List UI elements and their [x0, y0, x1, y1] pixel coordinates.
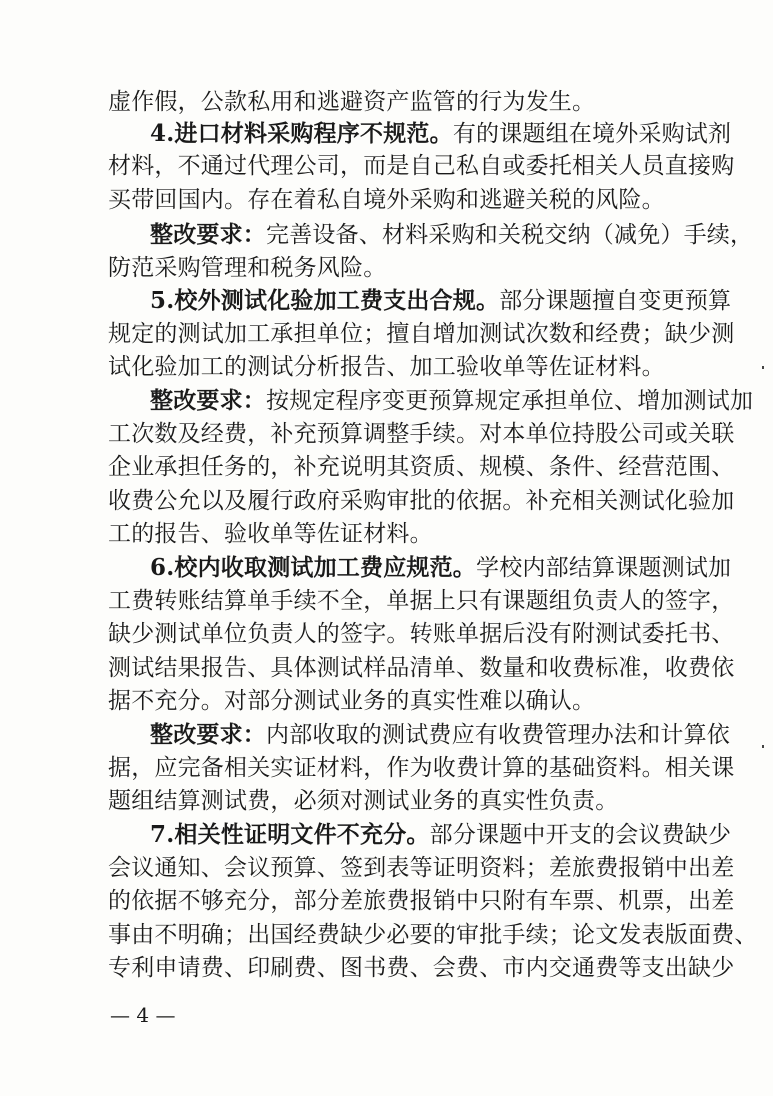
page-number: — 4 —: [110, 1003, 176, 1027]
text-line: 专利申请费、印刷费、图书费、会费、市内交通费等支出缺少: [108, 955, 735, 981]
text-line: 工费转账结算单手续不全，单据上只有课题组负责人的签字，: [108, 588, 735, 614]
rectification-requirement-line: 整改要求：按规定程序变更预算规定承担单位、增加测试加: [150, 387, 754, 414]
item-5-heading-line: 5.校外测试化验加工费支出合规。部分课题擅自变更预算: [150, 287, 732, 314]
text-line: 会议通知、会议预算、签到表等证明资料；差旅费报销中出差: [108, 855, 735, 881]
text-line: 据，应完备相关实证材料，作为收费计算的基础资料。相关课: [108, 755, 735, 781]
text-line: 事由不明确；出国经费缺少必要的审批手续；论文发表版面费、: [108, 922, 758, 948]
scan-speck: [762, 366, 764, 369]
text-line: 测试结果报告、具体测试样品清单、数量和收费标准，收费依: [108, 655, 735, 681]
text-line: 试化验加工的测试分析报告、加工验收单等佐证材料。: [108, 354, 665, 380]
item-6-heading-line: 6.校内收取测试加工费应规范。学校内部结算课题测试加: [150, 554, 732, 581]
text-line: 题组结算测试费，必须对测试业务的真实性负责。: [108, 788, 619, 814]
text-line: 规定的测试加工承担单位；擅自增加测试次数和经费；缺少测: [108, 321, 735, 347]
text-line: 买带回国内。存在着私自境外采购和逃避关税的风险。: [108, 187, 665, 213]
item-4-heading-line: 4.进口材料采购程序不规范。有的课题组在境外采购试剂: [150, 120, 732, 147]
text-line: 工的报告、验收单等佐证材料。: [108, 521, 433, 547]
text-line: 企业承担任务的，补充说明其资质、规模、条件、经营范围、: [108, 454, 735, 480]
text-line: 收费公允以及履行政府采购审批的依据。补充相关测试化验加: [108, 488, 735, 514]
text-line: 工次数及经费，补充预算调整手续。对本单位持股公司或关联: [108, 421, 735, 447]
rectification-requirement-line: 整改要求：完善设备、材料采购和关税交纳（减免）手续，: [150, 221, 754, 248]
item-7-heading-line: 7.相关性证明文件不充分。部分课题中开支的会议费缺少: [150, 821, 732, 848]
text-line: 的依据不够充分，部分差旅费报销中只附有车票、机票，出差: [108, 888, 735, 914]
text-line: 虚作假，公款私用和逃避资产监管的行为发生。: [108, 89, 596, 115]
rectification-requirement-line: 整改要求：内部收取的测试费应有收费管理办法和计算依: [150, 721, 730, 748]
text-line: 缺少测试单位负责人的签字。转账单据后没有附测试委托书、: [108, 621, 735, 647]
text-line: 材料，不通过代理公司，而是自己私自或委托相关人员直接购: [108, 153, 735, 179]
text-line: 防范采购管理和税务风险。: [108, 255, 387, 281]
text-line: 据不充分。对部分测试业务的真实性难以确认。: [108, 688, 596, 714]
scan-speck: [762, 745, 764, 748]
